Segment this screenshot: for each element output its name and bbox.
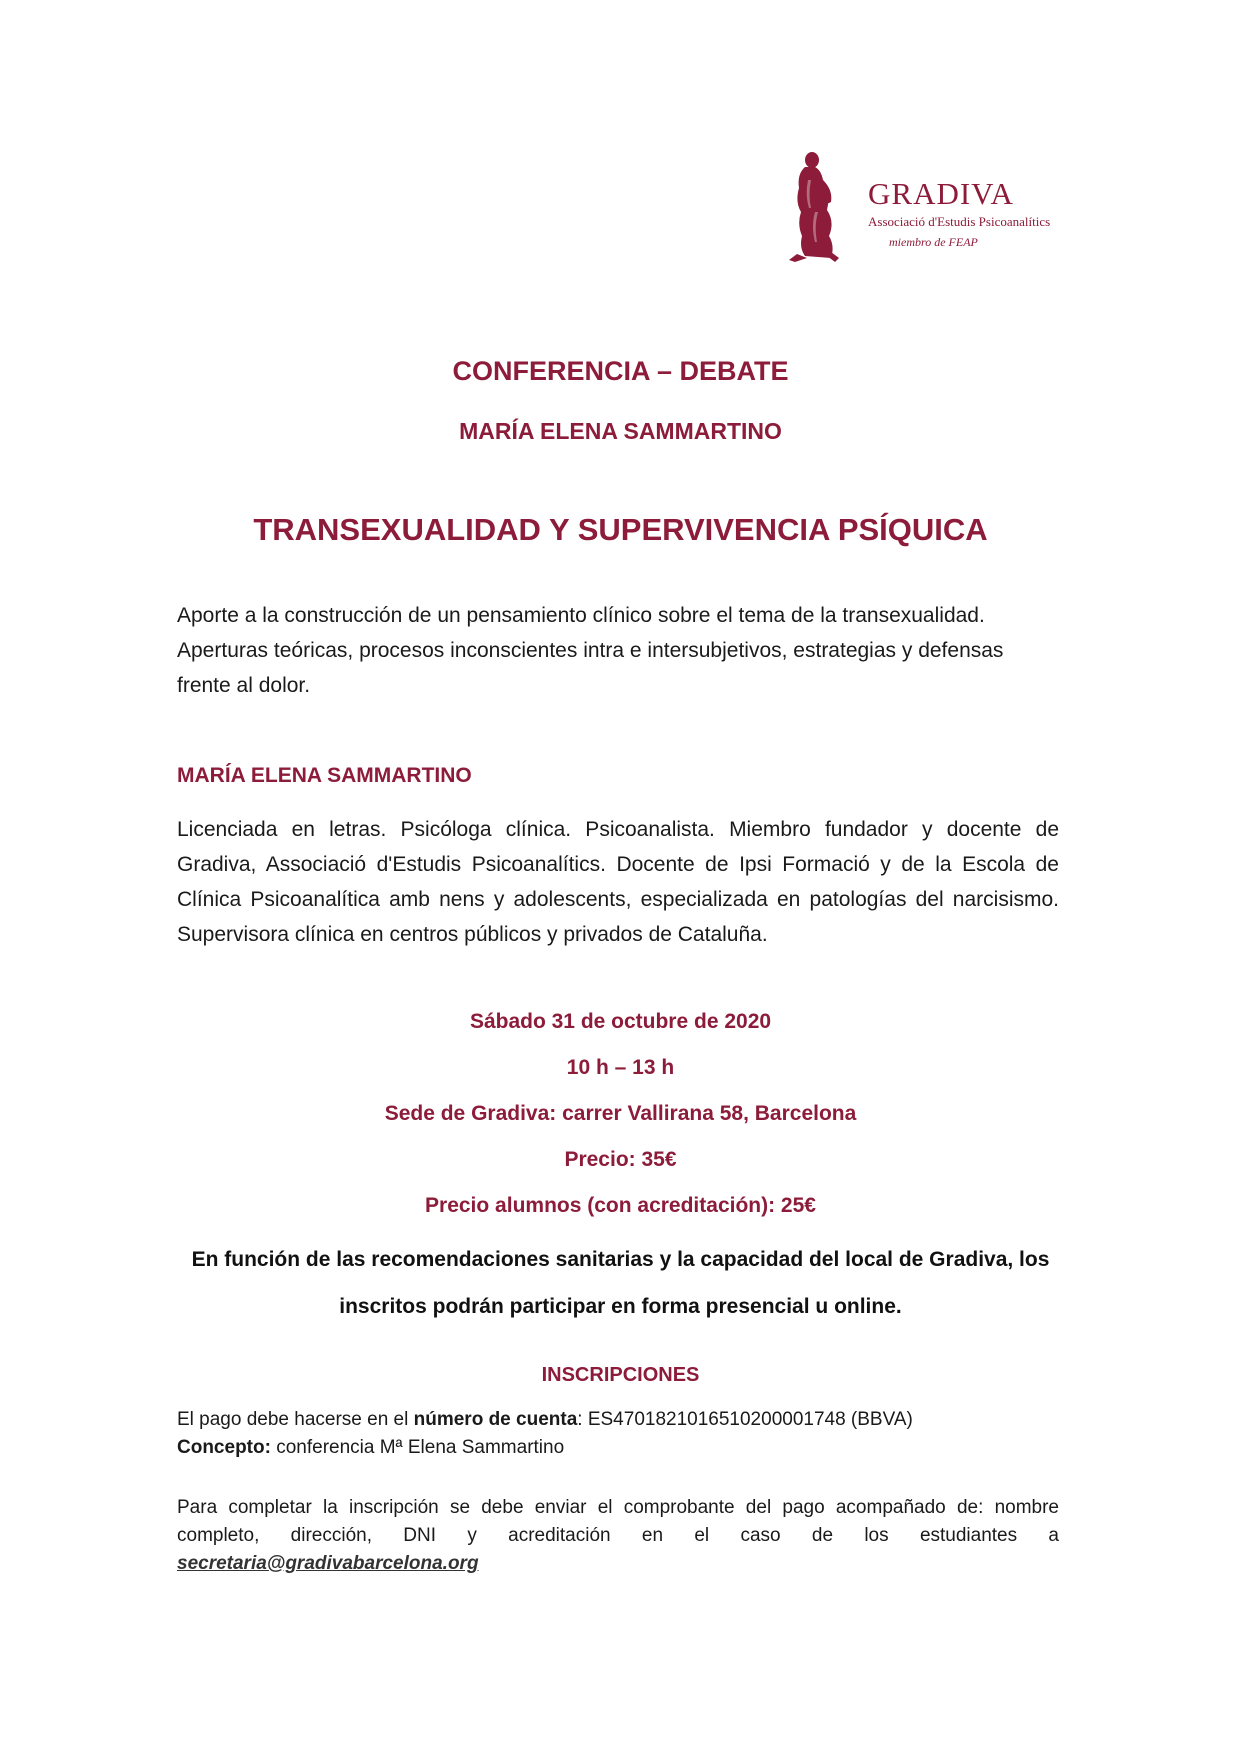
event-student-price: Precio alumnos (con acreditación): 25€ [425,1194,816,1217]
conference-title: TRANSEXUALIDAD Y SUPERVIVENCIA PSÍQUICA [253,512,988,547]
event-type-heading: CONFERENCIA – DEBATE [452,356,789,386]
attendance-notice-line-1: En función de las recomendaciones sanitarias y la capacidad del local de Gradiva, los [191,1248,1050,1271]
logo-member: miembro de FEAP [889,235,978,249]
bio-paragraph: Licenciada en letras. Psicóloga clínica. Psicoanalista. Miembro fundador y docente de Gradiva, Associació d'Estudis Psicoanalítics. Docente de Ipsi Formació y de la Escola de Clínica Psicoanalítica amb nens y adolescents, especializada en patologías del narcisismo. Supervisora clínica en centros públicos y privados de Cataluña. [177,818,1059,946]
contact-email-link[interactable]: secretaria@gradivabarcelona.org [177,1553,479,1574]
event-time: 10 h – 13 h [566,1056,675,1079]
event-price: Precio: 35€ [564,1148,677,1171]
attendance-notice-line-2: inscritos podrán participar en forma presencial u online. [339,1295,902,1318]
event-date: Sábado 31 de octubre de 2020 [469,1010,772,1033]
speaker-heading: MARÍA ELENA SAMMARTINO [459,418,782,444]
registration-instructions-text: Para completar la inscripción se debe enviar el comprobante del pago acompañado de: nombre completo, dirección, DNI y acreditación en el caso de los estudiantes a [177,1497,1059,1546]
payment-info [177,1406,1059,1462]
account-number: : ES4701821016510200001748 (BBVA) [577,1409,913,1430]
concept-label: Concepto: [177,1437,271,1458]
event-venue: Sede de Gradiva: carrer Vallirana 58, Barcelona [384,1102,857,1125]
gradiva-statue-icon [775,150,855,265]
payment-prefix: El pago debe hacerse en el [177,1409,414,1430]
concept-value: conferencia Mª Elena Sammartino [270,1437,565,1458]
intro-paragraph: Aporte a la construcción de un pensamiento clínico sobre el tema de la transexualidad. Aperturas teóricas, procesos inconscientes intra e intersubjetivos, estrategias y defensas frente al dolor. [177,604,1004,697]
payment-concept-line [177,1434,1059,1462]
attendance-notice [0,1236,1241,1330]
logo-subtitle: Associació d'Estudis Psicoanalítics [868,214,1051,229]
logo-name: GRADIVA [868,176,1014,211]
registration-heading: INSCRIPCIONES [541,1364,700,1386]
registration-instructions [177,1494,1059,1578]
bio-heading: MARÍA ELENA SAMMARTINO [177,764,472,787]
gradiva-logo [775,150,1075,265]
account-number-label: número de cuenta [413,1409,578,1430]
payment-account-line [177,1406,1059,1434]
